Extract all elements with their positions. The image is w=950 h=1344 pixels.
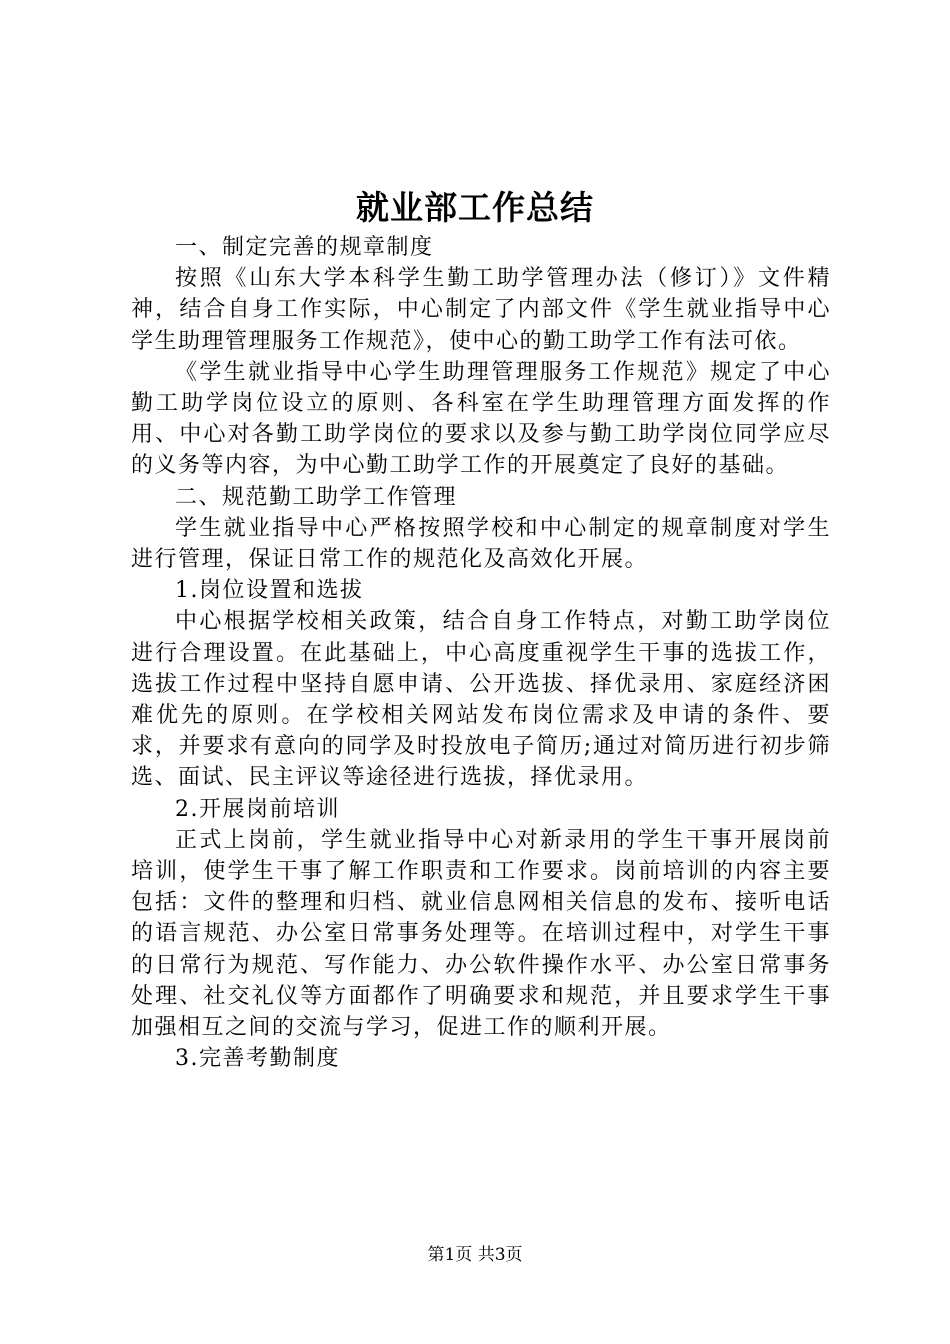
section-heading-1: 一、制定完善的规章制度 <box>175 235 434 260</box>
paragraph: 学生就业指导中心严格按照学校和中心制定的规章制度对学生进行管理，保证日常工作的规范化及高效化开展。 <box>131 515 831 573</box>
subsection-heading-2: 2.开展岗前培训 <box>175 796 340 822</box>
subsection-heading-1: 1.岗位设置和选拔 <box>175 578 364 604</box>
paragraph: 中心根据学校相关政策，结合自身工作特点，对勤工助学岗位进行合理设置。在此基础上，中心高度重视学生干事的选拔工作，选拔工作过程中坚持自愿申请、公开选拔、择优录用、家庭经济困难优先的原则。在学校相关网站发布岗位需求及申请的条件、要求，并要求有意向的同学及时投放电子简历;通过对简历进行初步筛选、面试、民主评议等途径进行选拔，择优录用。 <box>131 609 831 791</box>
document-title: 就业部工作总结 <box>356 188 594 227</box>
paragraph: 《学生就业指导中心学生助理管理服务工作规范》规定了中心勤工助学岗位设立的原则、各科室在学生助理管理方面发挥的作用、中心对各勤工助学岗位的要求以及参与勤工助学岗位同学应尽的义务等内容，为中心勤工助学工作的开展奠定了良好的基础。 <box>131 359 831 479</box>
paragraph: 按照《山东大学本科学生勤工助学管理办法（修订）》文件精神，结合自身工作实际，中心制定了内部文件《学生就业指导中心学生助理管理服务工作规范》，使中心的勤工助学工作有法可依。 <box>131 266 831 354</box>
subsection-heading-3: 3.完善考勤制度 <box>175 1046 340 1072</box>
document-body <box>131 232 831 1074</box>
paragraph: 正式上岗前，学生就业指导中心对新录用的学生干事开展岗前培训，使学生干事了解工作职责和工作要求。岗前培训的内容主要包括：文件的整理和归档、就业信息网相关信息的发布、接听电话的语言规范、办公室日常事务处理等。在培训过程中，对学生干事的日常行为规范、写作能力、办公软件操作水平、办公室日常事务处理、社交礼仪等方面都作了明确要求和规范，并且要求学生干事加强相互之间的交流与学习，促进工作的顺利开展。 <box>131 827 831 1041</box>
page-footer: 第1页 共3页 <box>427 1245 523 1265</box>
section-heading-2: 二、规范勤工助学工作管理 <box>175 484 458 510</box>
